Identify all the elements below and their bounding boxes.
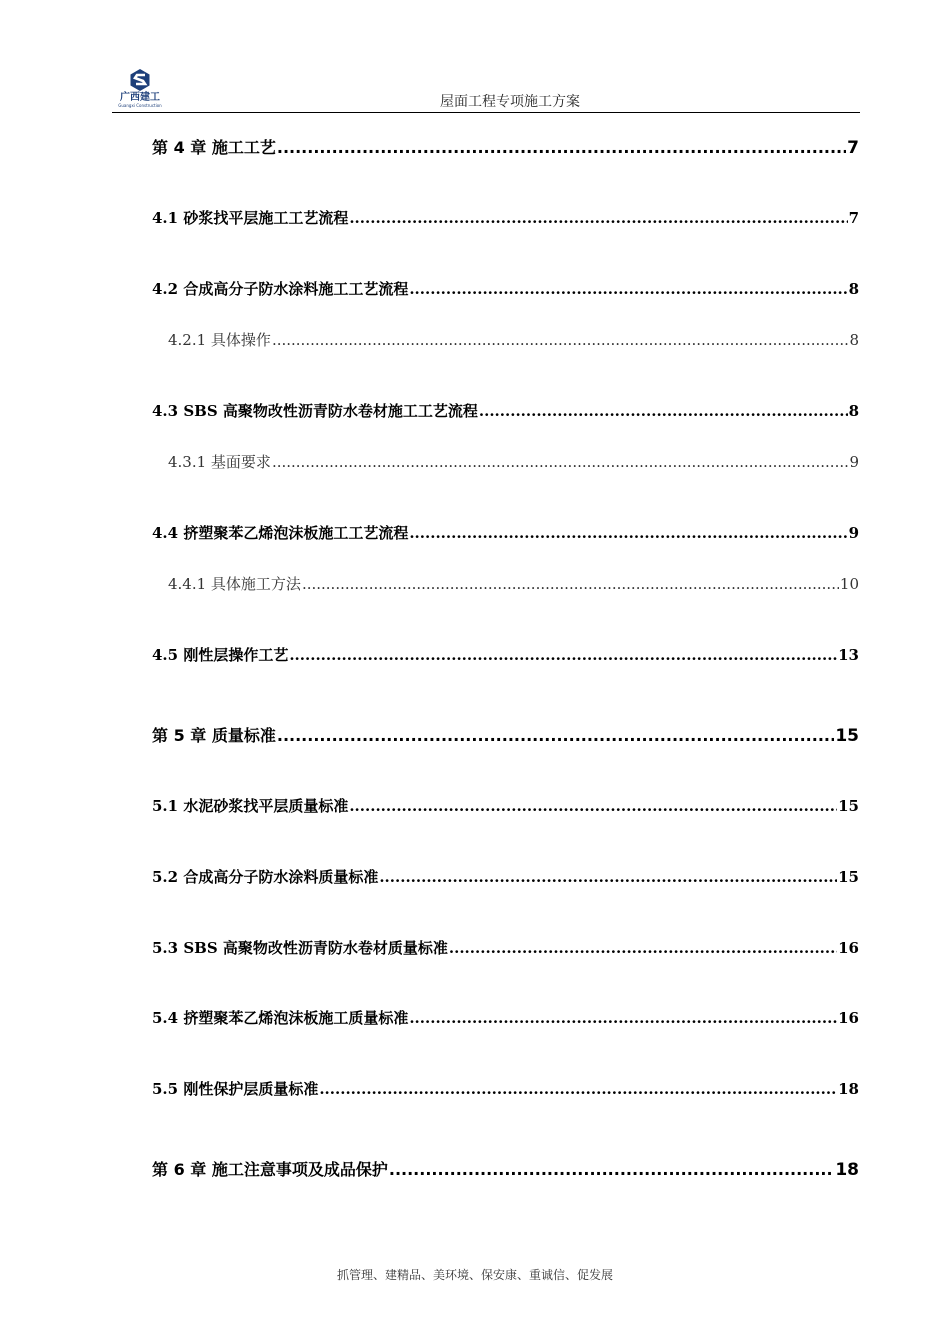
toc-entry[interactable] xyxy=(152,723,859,746)
toc-leader xyxy=(272,453,849,471)
toc-entry-page: 13 xyxy=(838,646,859,664)
toc-entry[interactable] xyxy=(168,329,859,350)
toc-entry-page: 10 xyxy=(839,575,859,593)
toc-entry[interactable] xyxy=(152,866,859,887)
toc-entry-page: 15 xyxy=(838,797,859,815)
toc-entry-title: 第 6 章 施工注意事项及成品保护 xyxy=(152,1160,388,1179)
logo-mark-icon xyxy=(112,68,168,92)
toc-entry[interactable] xyxy=(152,1007,859,1028)
company-logo xyxy=(112,68,168,110)
header-divider xyxy=(112,112,860,113)
toc-entry-title: 4.4 挤塑聚苯乙烯泡沫板施工工艺流程 xyxy=(152,524,409,542)
toc-entry-title: 4.5 刚性层操作工艺 xyxy=(152,646,289,664)
toc-entry[interactable] xyxy=(152,278,859,299)
toc-entry-page: 15 xyxy=(835,726,859,746)
toc-entry[interactable] xyxy=(152,937,859,958)
toc-leader xyxy=(289,646,837,664)
toc-leader xyxy=(277,138,846,157)
toc-entry[interactable] xyxy=(152,644,859,665)
toc-leader xyxy=(272,331,849,349)
toc-entry-page: 9 xyxy=(849,453,859,471)
toc-leader xyxy=(302,575,839,593)
toc-entry-page: 18 xyxy=(838,1080,859,1098)
toc-leader xyxy=(449,939,837,957)
toc-entry[interactable] xyxy=(152,1157,859,1180)
toc-entry-page: 7 xyxy=(848,209,859,227)
toc-entry-page: 9 xyxy=(848,524,859,542)
toc-entry-page: 18 xyxy=(835,1160,859,1180)
toc-entry[interactable] xyxy=(152,795,859,816)
toc-leader xyxy=(349,797,837,815)
toc-leader xyxy=(479,402,848,420)
logo-chinese-name: 广西建工 xyxy=(120,92,160,103)
toc-entry-page: 8 xyxy=(848,280,859,298)
toc-entry[interactable] xyxy=(168,451,859,472)
toc-entry-title: 4.4.1 具体施工方法 xyxy=(168,575,301,593)
toc-entry-title: 5.5 刚性保护层质量标准 xyxy=(152,1080,319,1098)
toc-entry-title: 第 4 章 施工工艺 xyxy=(152,138,276,157)
toc-entry-title: 4.3.1 基面要求 xyxy=(168,453,271,471)
toc-entry[interactable] xyxy=(168,573,859,594)
toc-entry-page: 8 xyxy=(849,331,859,349)
toc-leader xyxy=(409,280,847,298)
toc-entry[interactable] xyxy=(152,522,859,543)
document-header-title: 屋面工程专项施工方案 xyxy=(440,94,580,110)
toc-entry-title: 5.2 合成高分子防水涂料质量标准 xyxy=(152,868,379,886)
toc-entry[interactable] xyxy=(152,400,859,421)
toc-leader xyxy=(389,1160,834,1179)
toc-entry-page: 16 xyxy=(838,939,859,957)
toc-entry-page: 8 xyxy=(848,402,859,420)
toc-entry[interactable] xyxy=(152,135,859,158)
toc-leader xyxy=(409,1009,837,1027)
toc-entry-page: 16 xyxy=(838,1009,859,1027)
toc-entry-title: 4.1 砂浆找平层施工工艺流程 xyxy=(152,209,349,227)
toc-leader xyxy=(349,209,847,227)
toc-entry-title: 5.4 挤塑聚苯乙烯泡沫板施工质量标准 xyxy=(152,1009,409,1027)
toc-leader xyxy=(409,524,847,542)
logo-english-name: Guangxi Construction xyxy=(118,103,162,108)
toc-leader xyxy=(319,1080,837,1098)
toc-entry-page: 7 xyxy=(847,138,859,158)
toc-entry-title: 4.3 SBS 高聚物改性沥青防水卷材施工工艺流程 xyxy=(152,402,478,420)
toc-entry[interactable] xyxy=(152,1078,859,1099)
footer-slogan: 抓管理、建精品、美环境、保安康、重诚信、促发展 xyxy=(336,1268,613,1282)
toc-entry-title: 5.1 水泥砂浆找平层质量标准 xyxy=(152,797,349,815)
toc-entry[interactable] xyxy=(152,207,859,228)
toc-entry-title: 4.2.1 具体操作 xyxy=(168,331,271,349)
toc-leader xyxy=(379,868,837,886)
toc-entry-page: 15 xyxy=(838,868,859,886)
toc-entry-title: 5.3 SBS 高聚物改性沥青防水卷材质量标准 xyxy=(152,939,448,957)
toc-entry-title: 第 5 章 质量标准 xyxy=(152,726,276,745)
toc-entry-title: 4.2 合成高分子防水涂料施工工艺流程 xyxy=(152,280,409,298)
toc-leader xyxy=(277,726,834,745)
